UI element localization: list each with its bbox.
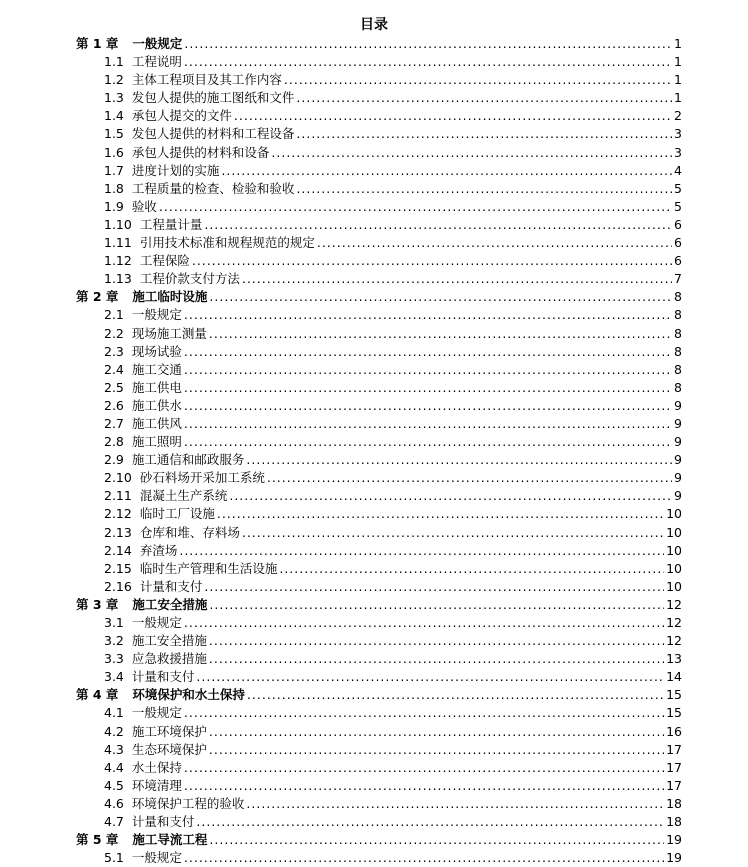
toc-page-number: 12	[666, 615, 682, 630]
toc-section-entry[interactable]	[0, 469, 748, 487]
toc-section-entry[interactable]	[0, 361, 748, 379]
toc-page-number: 2	[674, 108, 682, 124]
toc-dot-leader	[221, 162, 672, 180]
toc-dot-leader	[296, 125, 672, 143]
toc-section-entry[interactable]	[0, 234, 748, 252]
toc-entry-number: 3.1	[104, 615, 124, 630]
toc-page-number: 18	[666, 795, 682, 811]
toc-page-number: 4	[674, 162, 682, 178]
toc-page-number: 1	[674, 54, 682, 70]
toc-entry-number: 4.3	[104, 741, 124, 757]
toc-page-number: 14	[666, 669, 682, 685]
toc-dot-leader	[246, 451, 672, 469]
toc-entry-title: 施工照明	[131, 434, 182, 450]
toc-entry-title: 施工通信和邮政服务	[131, 452, 245, 468]
toc-page-number: 19	[666, 850, 682, 866]
toc-entry-number: 2.12	[104, 506, 132, 522]
toc-entry-number: 第 5 章	[76, 832, 119, 848]
toc-entry-title: 一般规定	[131, 307, 182, 323]
toc-dot-leader	[196, 813, 664, 831]
toc-section-entry[interactable]	[0, 668, 748, 686]
toc-dot-leader	[184, 777, 664, 795]
toc-entry-title: 一般规定	[131, 615, 182, 630]
toc-page-number: 18	[666, 814, 682, 830]
toc-page-number: 8	[674, 343, 682, 359]
toc-section-entry[interactable]	[0, 614, 748, 632]
toc-page-number: 9	[674, 415, 682, 431]
toc-entry-number: 2.4	[104, 361, 124, 377]
toc-page-number: 8	[674, 325, 682, 341]
toc-section-entry[interactable]	[0, 397, 748, 415]
toc-entry-title: 施工临时设施	[132, 289, 208, 305]
toc-entry-title: 施工安全措施	[131, 633, 207, 649]
toc-section-entry[interactable]	[0, 560, 748, 578]
toc-page-number: 10	[666, 578, 682, 594]
toc-section-entry[interactable]	[0, 198, 748, 216]
toc-dot-leader	[184, 614, 664, 632]
toc-entry-title: 计量和支付	[131, 814, 195, 830]
toc-entry-title: 引用技术标准和规程规范的规定	[139, 235, 315, 251]
toc-section-entry[interactable]	[0, 632, 748, 650]
toc-entry-number: 2.13	[104, 524, 132, 540]
toc-dot-leader	[317, 234, 672, 252]
toc-section-entry[interactable]	[0, 89, 748, 107]
toc-entry-number: 第 2 章	[76, 289, 119, 305]
toc-page-number: 5	[674, 198, 682, 214]
toc-entry-title: 弃渣场	[139, 542, 178, 558]
toc-entry-number: 4.7	[104, 814, 124, 830]
toc-dot-leader	[184, 397, 672, 415]
toc-section-entry[interactable]	[0, 343, 748, 361]
toc-dot-leader	[204, 216, 672, 234]
toc-entry-number: 2.14	[104, 542, 132, 558]
toc-dot-leader	[284, 71, 672, 89]
toc-dot-leader	[184, 35, 672, 53]
toc-dot-leader	[184, 343, 672, 361]
toc-section-entry[interactable]	[0, 144, 748, 162]
toc-dot-leader	[209, 831, 664, 849]
toc-page-number: 7	[674, 271, 682, 287]
toc-entry-number: 5.1	[104, 850, 124, 866]
toc-dot-leader	[242, 270, 672, 288]
toc-dot-leader	[209, 650, 664, 668]
toc-section-entry[interactable]	[0, 777, 748, 795]
toc-dot-leader	[209, 596, 664, 614]
toc-page-number: 8	[674, 307, 682, 323]
toc-entry-number: 2.11	[104, 488, 132, 504]
toc-section-entry[interactable]	[0, 505, 748, 523]
toc-page-number: 6	[674, 235, 682, 251]
toc-entry-number: 2.10	[104, 470, 132, 486]
toc-entry-title: 施工环境保护	[131, 723, 207, 739]
toc-entry-number: 1.13	[104, 271, 132, 287]
toc-section-entry[interactable]	[0, 415, 748, 433]
toc-section-entry[interactable]	[0, 433, 748, 451]
toc-dot-leader	[192, 252, 672, 270]
toc-entry-title: 施工安全措施	[132, 596, 208, 612]
toc-page-number: 6	[674, 253, 682, 269]
toc-dot-leader	[209, 723, 664, 741]
toc-entry-number: 1.10	[104, 216, 132, 232]
toc-entry-title: 施工交通	[131, 361, 182, 377]
toc-page-number: 3	[674, 126, 682, 142]
toc-chapter-entry[interactable]	[0, 288, 748, 306]
toc-page-number: 19	[666, 832, 682, 848]
toc-section-entry[interactable]	[0, 849, 748, 867]
toc-page-number: 10	[666, 560, 682, 576]
toc-section-entry[interactable]	[0, 125, 748, 143]
toc-entry-title: 发包人提供的施工图纸和文件	[131, 90, 295, 106]
toc-entry-title: 临时生产管理和生活设施	[139, 560, 278, 576]
toc-page-number: 9	[674, 397, 682, 413]
toc-dot-leader	[184, 361, 672, 379]
toc-entry-number: 2.7	[104, 415, 124, 431]
toc-entry-number: 2.15	[104, 560, 132, 576]
toc-entry-title: 计量和支付	[139, 578, 203, 594]
toc-entry-title: 工程质量的检查、检验和验收	[131, 180, 295, 196]
toc-page-number: 15	[666, 705, 682, 721]
toc-section-entry[interactable]	[0, 325, 748, 343]
toc-entry-title: 环境保护工程的验收	[131, 795, 245, 811]
toc-entry-title: 应急救援措施	[131, 651, 207, 667]
toc-entry-number: 4.5	[104, 777, 124, 793]
toc-entry-number: 第 1 章	[76, 36, 119, 51]
toc-dot-leader	[247, 686, 664, 704]
toc-dot-leader	[234, 107, 672, 125]
toc-entry-number: 第 4 章	[76, 687, 119, 703]
toc-dot-leader	[184, 704, 664, 722]
toc-entry-title: 施工供水	[131, 397, 182, 413]
toc-section-entry[interactable]	[0, 216, 748, 234]
toc-dot-leader	[279, 560, 664, 578]
toc-entry-number: 4.2	[104, 723, 124, 739]
toc-entry-title: 仓库和堆、存料场	[139, 524, 240, 540]
toc-dot-leader	[246, 795, 664, 813]
toc-section-entry[interactable]	[0, 306, 748, 324]
toc-entry-title: 工程量计量	[139, 216, 203, 232]
toc-entry-title: 承包人提交的文件	[131, 108, 232, 124]
toc-chapter-entry[interactable]	[0, 596, 748, 614]
toc-page-number: 6	[674, 216, 682, 232]
toc-section-entry[interactable]	[0, 71, 748, 89]
toc-dot-leader	[296, 180, 672, 198]
toc-page-number: 16	[666, 723, 682, 739]
toc-page-number: 5	[674, 180, 682, 196]
toc-dot-leader	[209, 741, 664, 759]
toc-section-entry[interactable]	[0, 53, 748, 71]
toc-entry-title: 验收	[131, 198, 157, 214]
toc-entry-number: 1.5	[104, 126, 124, 142]
toc-entry-number: 1.2	[104, 72, 124, 88]
toc-entry-number: 1.1	[104, 54, 124, 70]
toc-entry-title: 发包人提供的材料和工程设备	[131, 126, 295, 142]
toc-entry-number: 3.2	[104, 633, 124, 649]
toc-entry-number: 1.7	[104, 162, 124, 178]
toc-dot-leader	[184, 433, 672, 451]
toc-entry-number: 1.6	[104, 144, 124, 160]
toc-entry-number: 2.1	[104, 307, 124, 323]
toc-entry-number: 4.1	[104, 705, 124, 721]
toc-page-number: 9	[674, 488, 682, 504]
toc-page-number: 1	[674, 72, 682, 88]
toc-section-entry[interactable]	[0, 542, 748, 560]
toc-entry-number: 1.11	[104, 235, 132, 251]
toc-section-entry[interactable]	[0, 270, 748, 288]
toc-entry-title: 进度计划的实施	[131, 162, 220, 178]
toc-entry-title: 环境清理	[131, 777, 182, 793]
toc-page-number: 10	[666, 524, 682, 540]
toc-page-number: 1	[674, 36, 682, 51]
toc-section-entry[interactable]	[0, 813, 748, 831]
toc-dot-leader	[184, 849, 664, 867]
toc-page-number: 17	[666, 777, 682, 793]
toc-entry-title: 施工导流工程	[132, 832, 208, 848]
table-of-contents	[0, 35, 748, 867]
toc-section-entry[interactable]	[0, 795, 748, 813]
toc-dot-leader	[196, 668, 664, 686]
toc-page-number: 10	[666, 542, 682, 558]
toc-dot-leader	[184, 759, 664, 777]
toc-entry-title: 混凝土生产系统	[139, 488, 228, 504]
toc-dot-leader	[184, 415, 672, 433]
toc-section-entry[interactable]	[0, 379, 748, 397]
toc-entry-title: 环境保护和水土保持	[132, 687, 245, 703]
toc-section-entry[interactable]	[0, 451, 748, 469]
toc-dot-leader	[296, 89, 672, 107]
toc-entry-title: 施工供电	[131, 379, 182, 395]
toc-dot-leader	[179, 542, 664, 560]
toc-section-entry[interactable]	[0, 578, 748, 596]
toc-entry-number: 4.4	[104, 759, 124, 775]
toc-section-entry[interactable]	[0, 107, 748, 125]
toc-section-entry[interactable]	[0, 524, 748, 542]
toc-chapter-entry[interactable]	[0, 35, 748, 53]
toc-entry-title: 工程价款支付方法	[139, 271, 240, 287]
toc-entry-title: 主体工程项目及其工作内容	[131, 72, 282, 88]
toc-entry-title: 一般规定	[132, 36, 183, 51]
toc-dot-leader	[229, 487, 672, 505]
toc-section-entry[interactable]	[0, 162, 748, 180]
toc-entry-title: 现场施工测量	[131, 325, 207, 341]
toc-title: 目录	[360, 17, 388, 33]
toc-page-number: 8	[674, 379, 682, 395]
toc-dot-leader	[159, 198, 672, 216]
toc-page-number: 12	[666, 596, 682, 612]
toc-entry-title: 水土保持	[131, 759, 182, 775]
toc-page-number: 10	[666, 506, 682, 522]
toc-dot-leader	[184, 53, 672, 71]
toc-page-number: 9	[674, 434, 682, 450]
toc-page-number: 8	[674, 361, 682, 377]
toc-page-number: 9	[674, 452, 682, 468]
toc-entry-number: 1.4	[104, 108, 124, 124]
toc-dot-leader	[184, 306, 672, 324]
toc-entry-number: 1.12	[104, 253, 132, 269]
toc-section-entry[interactable]	[0, 723, 748, 741]
toc-dot-leader	[209, 288, 672, 306]
toc-entry-title: 工程保险	[139, 253, 190, 269]
toc-entry-number: 2.3	[104, 343, 124, 359]
toc-section-entry[interactable]	[0, 252, 748, 270]
toc-entry-number: 第 3 章	[76, 596, 119, 612]
toc-dot-leader	[209, 632, 664, 650]
toc-section-entry[interactable]	[0, 180, 748, 198]
toc-entry-number: 2.8	[104, 434, 124, 450]
toc-page-number: 1	[674, 90, 682, 106]
toc-entry-number: 2.5	[104, 379, 124, 395]
toc-section-entry[interactable]	[0, 759, 748, 777]
toc-page-number: 12	[666, 633, 682, 649]
toc-chapter-entry[interactable]	[0, 831, 748, 849]
toc-entry-number: 1.3	[104, 90, 124, 106]
toc-entry-number: 3.3	[104, 651, 124, 667]
toc-dot-leader	[267, 469, 672, 487]
toc-entry-title: 一般规定	[131, 705, 182, 721]
toc-dot-leader	[184, 379, 672, 397]
toc-entry-title: 生态环境保护	[131, 741, 207, 757]
toc-dot-leader	[242, 524, 664, 542]
toc-entry-number: 2.16	[104, 578, 132, 594]
toc-entry-title: 计量和支付	[131, 669, 195, 685]
toc-dot-leader	[217, 505, 664, 523]
toc-entry-title: 临时工厂设施	[139, 506, 215, 522]
toc-dot-leader	[271, 144, 672, 162]
toc-entry-number: 2.9	[104, 452, 124, 468]
toc-section-entry[interactable]	[0, 741, 748, 759]
toc-entry-title: 施工供风	[131, 415, 182, 431]
toc-entry-number: 2.6	[104, 397, 124, 413]
toc-entry-number: 1.9	[104, 198, 124, 214]
toc-page-number: 9	[674, 470, 682, 486]
toc-page-number: 17	[666, 759, 682, 775]
toc-section-entry[interactable]	[0, 704, 748, 722]
toc-dot-leader	[209, 325, 672, 343]
toc-page-number: 8	[674, 289, 682, 305]
toc-entry-number: 4.6	[104, 795, 124, 811]
toc-entry-number: 1.8	[104, 180, 124, 196]
toc-page-number: 3	[674, 144, 682, 160]
toc-entry-title: 一般规定	[131, 850, 182, 866]
toc-dot-leader	[204, 578, 664, 596]
toc-page-number: 15	[666, 687, 682, 703]
toc-entry-number: 2.2	[104, 325, 124, 341]
toc-section-entry[interactable]	[0, 650, 748, 668]
toc-entry-title: 工程说明	[131, 54, 182, 70]
toc-section-entry[interactable]	[0, 487, 748, 505]
toc-entry-title: 承包人提供的材料和设备	[131, 144, 270, 160]
toc-entry-title: 砂石料场开采加工系统	[139, 470, 265, 486]
toc-entry-title: 现场试验	[131, 343, 182, 359]
toc-chapter-entry[interactable]	[0, 686, 748, 704]
toc-entry-number: 3.4	[104, 669, 124, 685]
toc-page-number: 13	[666, 651, 682, 667]
toc-page-number: 17	[666, 741, 682, 757]
